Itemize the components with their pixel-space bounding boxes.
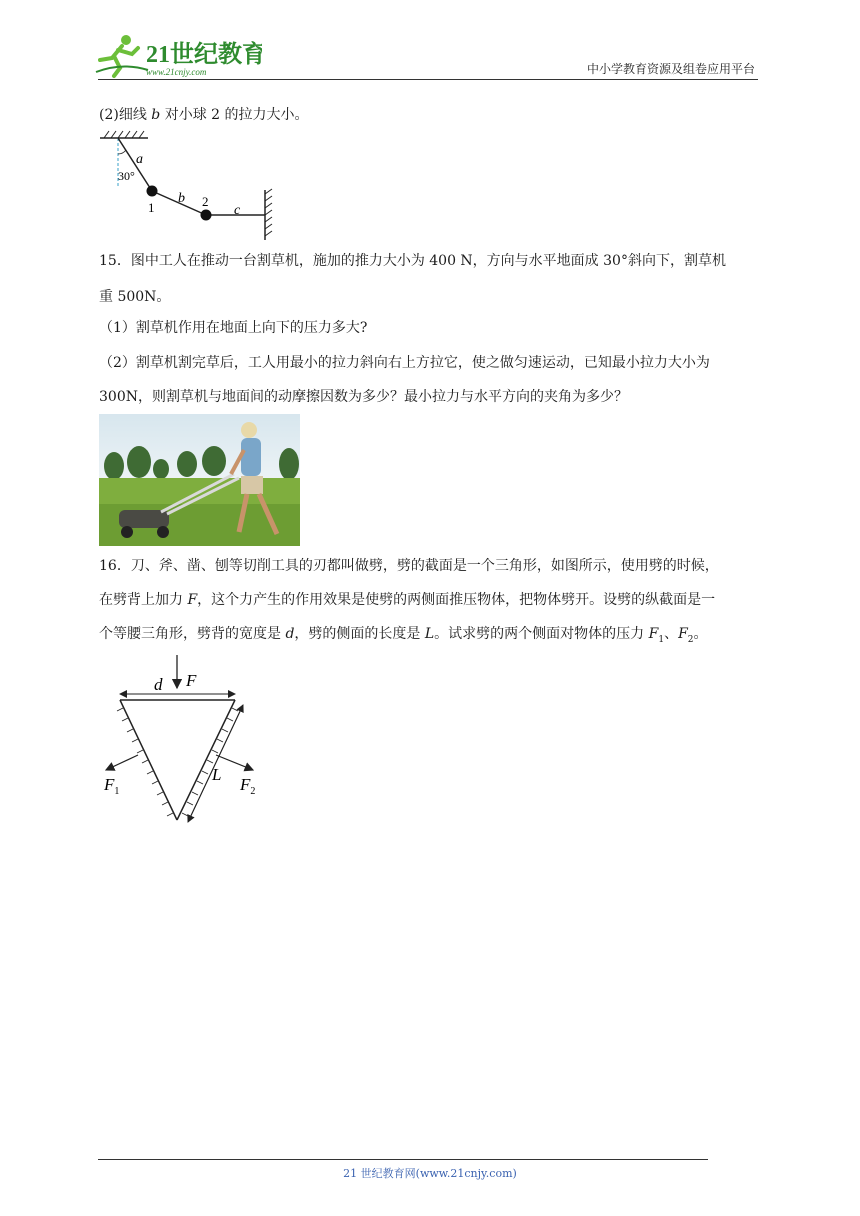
label-F1: $F_1$: [104, 775, 120, 797]
q16-stem-line3: 个等腰三角形，劈背的宽度是 d，劈的侧面的长度是 L。试求劈的两个侧面对物体的压力 $F_1$、$F_2$。: [99, 626, 708, 645]
q14-part2: (2)细线 b 对小球 2 的拉力大小。: [99, 107, 309, 123]
q15-sub2-line2: 300N，则割草机与地面间的动摩擦因数为多少？最小拉力与水平方向的夹角为多少？: [99, 389, 628, 405]
ball-2: [201, 210, 212, 221]
q16-stem-line1: 16．刀、斧、凿、刨等切削工具的刃都叫做劈，劈的截面是一个三角形，如图所示，使用劈的时候，: [99, 558, 719, 574]
ball-1: [147, 186, 158, 197]
logo-url: www.21cnjy.com: [146, 67, 207, 77]
q14-figure: [98, 128, 283, 244]
platform-label: 中小学教育资源及组卷应用平台: [586, 62, 755, 76]
header-divider: [98, 79, 758, 80]
label-ball-1: 1: [148, 200, 155, 215]
footer-text[interactable]: 21 世纪教育网(www.21cnjy.com): [343, 1167, 517, 1180]
label-b: b: [178, 191, 185, 206]
label-F2: $F_2$: [240, 775, 256, 797]
label-c: c: [234, 203, 241, 218]
label-d: d: [154, 675, 163, 694]
wedge-figure: [98, 650, 268, 830]
site-logo: [92, 32, 262, 80]
label-a: a: [136, 152, 143, 167]
logo-runner-icon: [92, 32, 262, 80]
q16-stem-line2: 在劈背上加力 F，这个力产生的作用效果是使劈的两侧面推压物体，把物体劈开。设劈的纵截面是一: [99, 592, 716, 608]
label-ball-2: 2: [202, 194, 209, 209]
label-angle: 30°: [118, 169, 135, 183]
q15-stem-line2: 重 500N。: [99, 289, 171, 305]
logo-text: 21世纪教育: [146, 42, 262, 68]
q15-sub1: （1）割草机作用在地面上向下的压力多大?: [99, 320, 368, 336]
q15-sub2-line1: （2）割草机割完草后，工人用最小的拉力斜向右上方拉它，使之做匀速运动，已知最小拉力大小为: [99, 355, 710, 371]
q15-stem-line1: 15．图中工人在推动一台割草机，施加的推力大小为 400 N，方向与水平地面成 30°斜向下，割草机: [99, 253, 726, 269]
lawnmower-photo: [99, 414, 300, 546]
footer-divider: [98, 1159, 708, 1160]
label-L: L: [212, 765, 222, 784]
label-F: F: [186, 671, 197, 690]
